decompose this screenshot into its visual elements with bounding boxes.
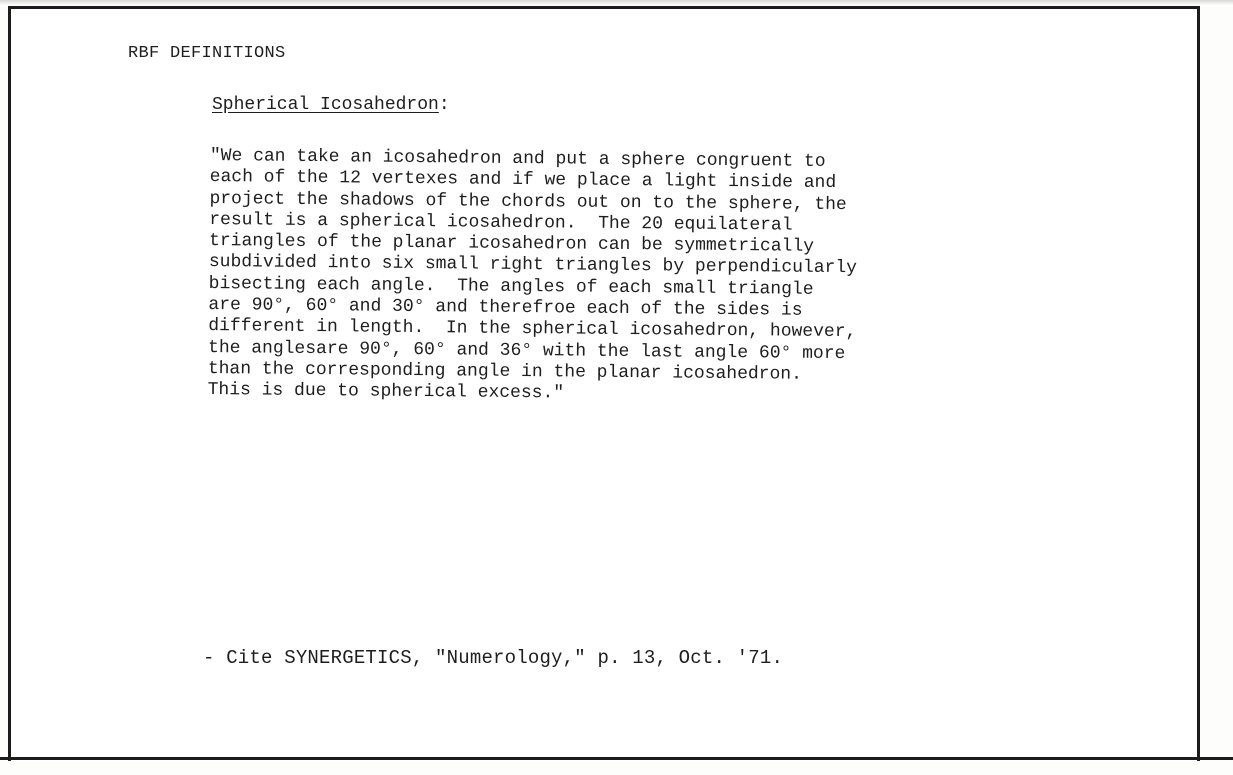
quote-line: the anglesare 90°, 60° and 36° with the last angle 60° more	[207, 337, 846, 364]
quote-line: result is a spherical icosahedron. The 20 equilateral	[209, 209, 793, 236]
entry-title: Spherical Icosahedron	[212, 95, 439, 115]
quote-line: than the corresponding angle in the planar icosahedron.	[207, 358, 803, 385]
quote-line: project the shadows of the chords out on to the sphere, the	[209, 188, 847, 215]
quote-line: This is due to spherical excess."	[207, 380, 565, 404]
quote-line: each of the 12 vertexes and if we place a light inside and	[209, 167, 837, 194]
quote-line: different in length. In the spherical icosahedron, however,	[208, 316, 857, 343]
entry-title-colon: :	[438, 95, 450, 115]
quote-line: bisecting each angle. The angles of each small triangle	[208, 273, 814, 300]
citation: - Cite SYNERGETICS, "Numerology," p. 13, Oct. '71.	[203, 647, 784, 669]
scan-top-edge	[0, 0, 1233, 5]
document-heading: RBF DEFINITIONS	[128, 44, 286, 63]
quote-line: are 90°, 60° and 30° and therefroe each of the sides is	[208, 295, 803, 321]
entry-heading	[212, 95, 450, 115]
quote-line: triangles of the planar icosahedron can be symmetrically	[208, 231, 815, 257]
definition-quote	[208, 146, 1070, 410]
quote-line: "We can take an icosahedron and put a sphere congruent to	[209, 146, 826, 172]
quote-line: subdivided into six small right triangles by perpendicularly	[208, 252, 858, 279]
card-bottom-rule	[0, 757, 1233, 760]
